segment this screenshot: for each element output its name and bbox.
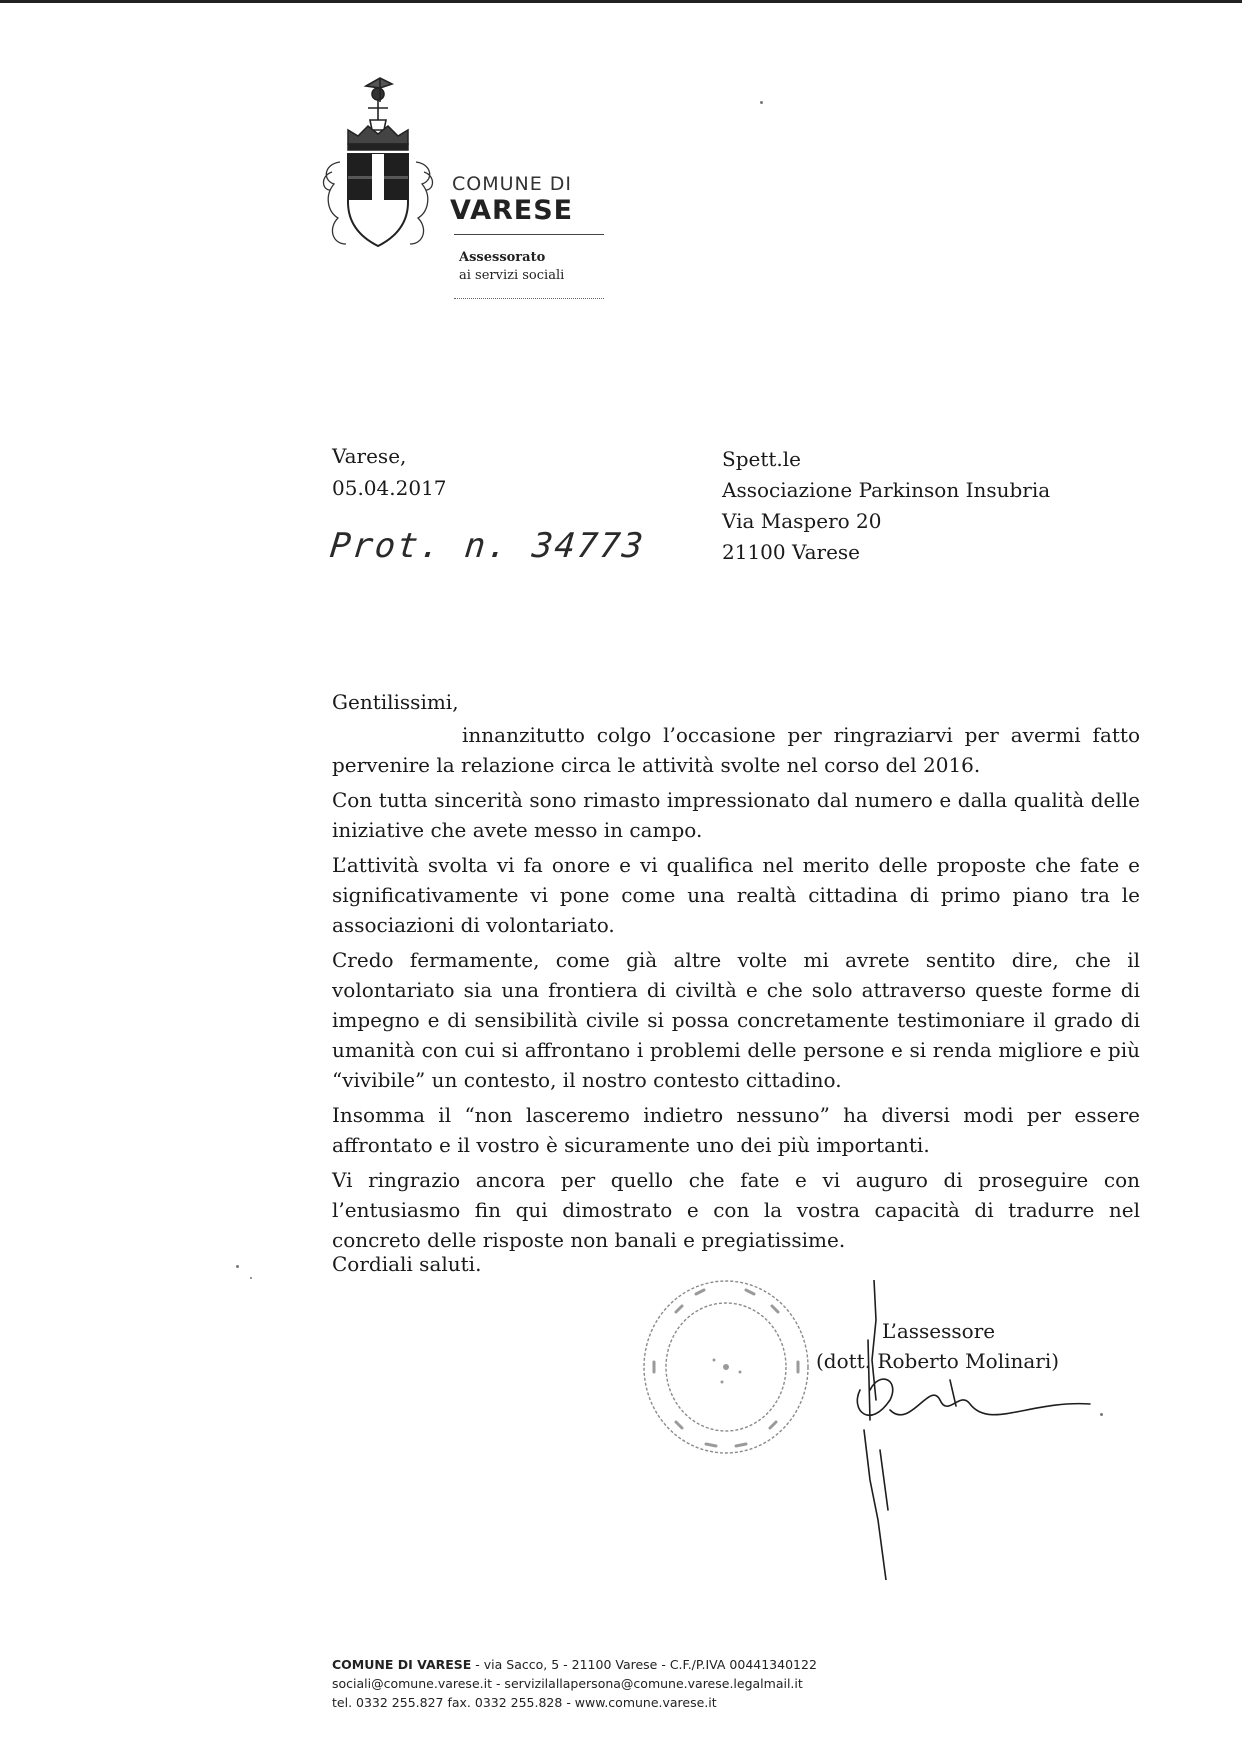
letterhead-dotted-rule (454, 298, 604, 299)
footer-contacts: tel. 0332 255.827 fax. 0332 255.828 - www.comune.varese.it (332, 1695, 717, 1710)
recipient-salutation: Spett.le (722, 447, 802, 471)
letter-footer (332, 1655, 817, 1712)
letter-date: 05.04.2017 (332, 476, 447, 500)
official-stamp (636, 1272, 816, 1462)
municipality-name: VARESE (450, 195, 574, 226)
recipient-address (722, 444, 1050, 568)
body-paragraph: Credo fermamente, come già altre volte mi avrete sentito dire, che il volontariato sia una frontiera di civiltà e che solo attraverso queste forme di impegno e di sensibilità civile si possa concretamente testimoniare il grado di umanità con cui si affrontano i problemi delle persone e si renda migliore e più “vivibile” un contesto, il nostro contesto cittadino. (332, 948, 1140, 1092)
scan-speck (236, 1265, 239, 1268)
recipient-name: Associazione Parkinson Insubria (722, 478, 1051, 502)
signatory-name: (dott. Roberto Molinari) (816, 1349, 1060, 1373)
letter-body (332, 720, 1140, 1260)
letter-salutation: Gentilissimi, (332, 690, 459, 714)
body-paragraph: Con tutta sincerità sono rimasto impressionato dal numero e dalla qualità delle iniziative che avete messo in campo. (332, 788, 1140, 842)
scan-speck (1100, 1413, 1103, 1416)
coat-of-arms-logo (318, 72, 438, 262)
letterhead-rule (454, 234, 604, 235)
footer-address: - via Sacco, 5 - 21100 Varese - C.F./P.IVA 00441340122 (471, 1657, 817, 1672)
footer-emails: sociali@comune.varese.it - servizilallapersona@comune.varese.legalmail.it (332, 1676, 803, 1691)
body-paragraph: Insomma il “non lasceremo indietro nessuno” ha diversi modi per essere affrontato e il vostro è sicuramente uno dei più importanti. (332, 1103, 1140, 1157)
letter-place: Varese, (332, 444, 407, 468)
municipality-label: COMUNE DI (452, 173, 573, 195)
scan-speck (760, 101, 763, 104)
department-line-1: Assessorato (459, 250, 546, 265)
footer-org: COMUNE DI VARESE (332, 1657, 472, 1672)
recipient-street: Via Maspero 20 (722, 509, 882, 533)
body-paragraph: innanzitutto colgo l’occasione per ringraziarvi per avermi fatto pervenire la relazione circa le attività svolte nel corso del 2016. (332, 723, 1140, 777)
scan-speck (250, 1277, 252, 1279)
handwritten-protocol-number: Prot. n. 34773 (327, 526, 647, 566)
scan-edge (0, 0, 1242, 3)
department-line-2: ai servizi sociali (459, 268, 565, 283)
recipient-city: 21100 Varese (722, 540, 861, 564)
letter-closing: Cordiali saluti. (332, 1252, 482, 1276)
body-paragraph: L’attività svolta vi fa onore e vi qualifica nel merito delle proposte che fate e significativamente vi pone come una realtà cittadina di primo piano tra le associazioni di volontariato. (332, 853, 1140, 937)
footer-address-line (332, 1655, 817, 1674)
body-paragraph: Vi ringrazio ancora per quello che fate e vi auguro di proseguire con l’entusiasmo fin qui dimostrato e con la vostra capacità di tradurre nel concreto delle risposte non banali e pregiatissime. (332, 1168, 1140, 1252)
signatory-title: L’assessore (882, 1319, 996, 1343)
